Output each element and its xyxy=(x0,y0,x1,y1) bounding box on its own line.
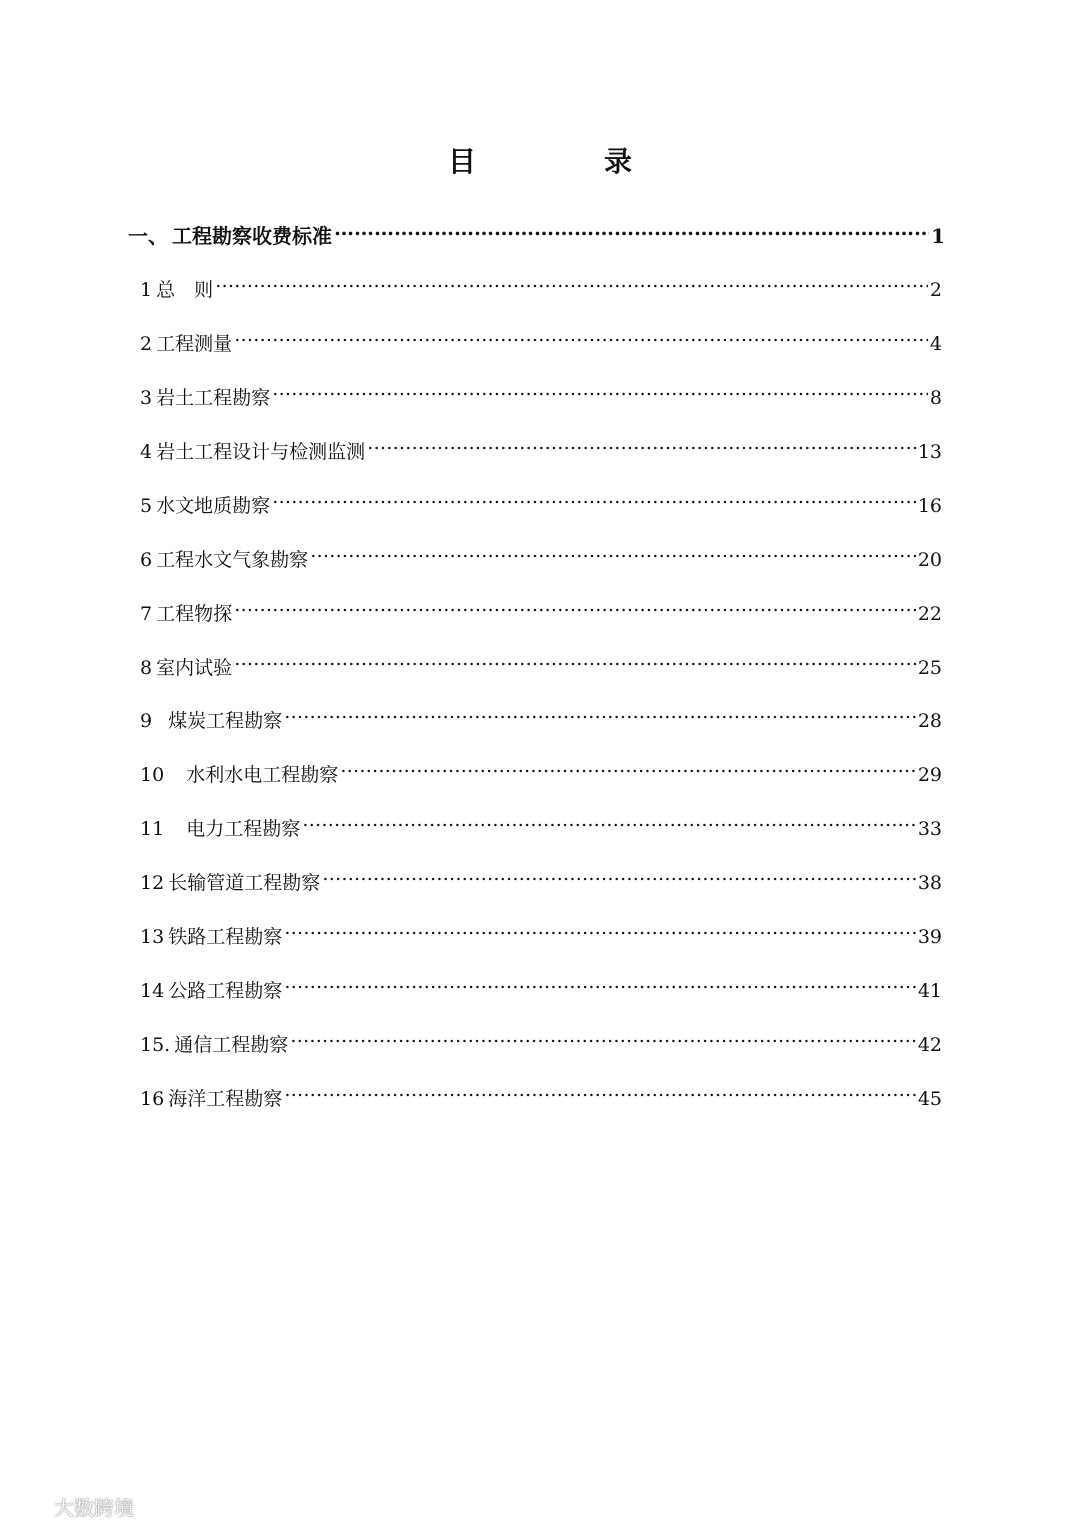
toc-entry-number: 7 xyxy=(140,603,153,625)
toc-entry[interactable] xyxy=(140,1021,942,1060)
toc-entry[interactable] xyxy=(140,1075,942,1114)
toc-page-number: 39 xyxy=(917,926,942,948)
toc-page-number: 16 xyxy=(917,495,942,517)
toc-leader-dots xyxy=(367,428,916,458)
watermark xyxy=(8,1492,134,1521)
toc-leader-dots xyxy=(284,913,916,943)
toc-page-number: 2 xyxy=(929,279,942,301)
toc-leader-dots xyxy=(302,805,916,835)
toc-page-number: 22 xyxy=(917,603,942,625)
toc-entry[interactable] xyxy=(140,751,942,790)
toc-entry-label: 工程物探 xyxy=(156,603,233,625)
toc-entry-number: 11 xyxy=(140,818,165,840)
toc-leader-dots xyxy=(284,1075,916,1105)
toc-entry-label: 工程水文气象勘察 xyxy=(156,549,309,571)
toc-leader-dots xyxy=(334,213,929,243)
toc-entry[interactable] xyxy=(140,374,942,413)
toc-entry[interactable] xyxy=(140,320,942,359)
toc-leader-dots xyxy=(272,482,916,512)
toc-entry[interactable] xyxy=(140,266,942,305)
toc-entry-label: 公路工程勘察 xyxy=(168,980,283,1002)
toc-leader-dots xyxy=(310,536,916,566)
toc-leader-dots xyxy=(234,320,928,350)
toc-leader-dots xyxy=(215,266,928,296)
toc-entry-number: 12 xyxy=(140,872,165,894)
toc-entry-number: 一、 xyxy=(128,224,168,248)
toc-entry-label: 通信工程勘察 xyxy=(174,1034,289,1056)
toc-entry-number: 9 xyxy=(140,710,153,732)
toc-entry-label: 铁路工程勘察 xyxy=(168,926,283,948)
toc-entry[interactable] xyxy=(140,859,942,898)
toc-page-number: 25 xyxy=(917,657,942,679)
toc-entry-number: 14 xyxy=(140,980,165,1002)
toc-entry-label: 煤炭工程勘察 xyxy=(168,710,283,732)
toc-entry[interactable] xyxy=(140,536,942,575)
toc-page-number: 33 xyxy=(917,818,942,840)
toc-entry-number: 15. xyxy=(140,1034,171,1056)
toc-leader-dots xyxy=(272,374,928,404)
toc-entry-label: 水利水电工程勘察 xyxy=(186,764,339,786)
toc-entry-label: 电力工程勘察 xyxy=(186,818,301,840)
toc-page-number: 45 xyxy=(917,1088,942,1110)
toc-entry-label: 岩土工程设计与检测监测 xyxy=(156,441,366,463)
toc-leader-dots xyxy=(340,751,916,781)
toc-page-number: 42 xyxy=(917,1034,942,1056)
toc-page-number: 4 xyxy=(929,333,942,355)
toc-page-number: 28 xyxy=(917,710,942,732)
toc-leader-dots xyxy=(284,697,916,727)
toc-entry-number: 2 xyxy=(140,333,153,355)
toc-entry-label: 总 则 xyxy=(156,279,214,301)
toc-entry[interactable] xyxy=(140,644,942,683)
toc-entry-label: 岩土工程勘察 xyxy=(156,387,271,409)
toc-entry[interactable] xyxy=(140,913,942,952)
toc-entry-number: 3 xyxy=(140,387,153,409)
toc-entry[interactable] xyxy=(140,482,942,521)
toc-entry-number: 16 xyxy=(140,1088,165,1110)
page-title: 目 录 xyxy=(447,145,682,178)
toc-entry[interactable] xyxy=(140,805,942,844)
toc-entry-number: 8 xyxy=(140,657,153,679)
toc-leader-dots xyxy=(290,1021,916,1051)
toc-page-number: 20 xyxy=(917,549,942,571)
toc-entry[interactable] xyxy=(140,590,942,629)
toc-entry-label: 水文地质勘察 xyxy=(156,495,271,517)
toc-entry-number: 1 xyxy=(140,279,153,301)
toc-entry-number: 5 xyxy=(140,495,153,517)
toc-section-heading[interactable] xyxy=(128,213,945,251)
toc-entry-label: 室内试验 xyxy=(156,657,233,679)
toc-leader-dots xyxy=(284,967,916,997)
toc-entry[interactable] xyxy=(140,697,942,736)
watermark-text: 大数跨境 xyxy=(54,1496,134,1520)
toc-entry-number: 10 xyxy=(140,764,165,786)
toc-entry-label: 长输管道工程勘察 xyxy=(168,872,321,894)
toc-leader-dots xyxy=(234,644,916,674)
toc-entry[interactable] xyxy=(140,428,942,467)
toc-page-number: 38 xyxy=(917,872,942,894)
toc-entry[interactable] xyxy=(140,967,942,1006)
brand-logo-icon xyxy=(8,1496,48,1518)
toc-page-number: 29 xyxy=(917,764,942,786)
toc-page-number: 1 xyxy=(931,224,945,248)
toc-entry-label: 海洋工程勘察 xyxy=(168,1088,283,1110)
toc-entry-number: 13 xyxy=(140,926,165,948)
toc-entry-number: 6 xyxy=(140,549,153,571)
toc-entry-label: 工程测量 xyxy=(156,333,233,355)
toc-page-number: 8 xyxy=(929,387,942,409)
toc-page-number: 13 xyxy=(917,441,942,463)
toc-page-number: 41 xyxy=(917,980,942,1002)
toc-leader-dots xyxy=(322,859,916,889)
toc-entry-number: 4 xyxy=(140,441,153,463)
toc-leader-dots xyxy=(234,590,916,620)
toc-entry-label: 工程勘察收费标准 xyxy=(172,224,332,248)
